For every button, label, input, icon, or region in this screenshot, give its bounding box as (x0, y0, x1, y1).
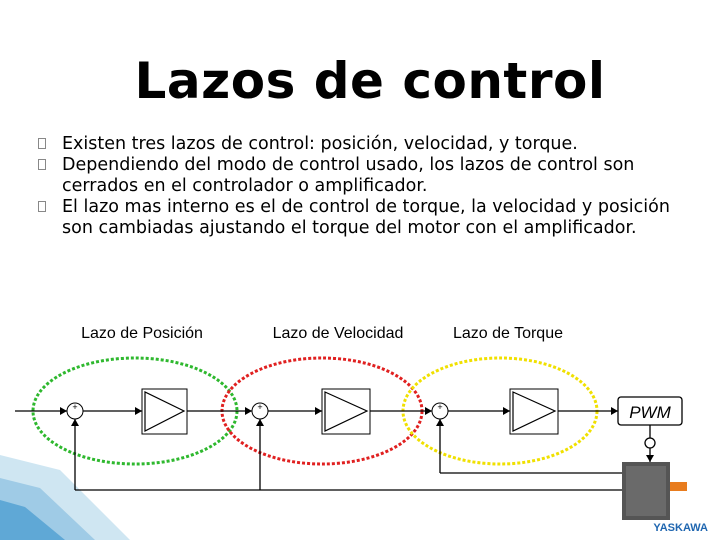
loop-label-velocity: Lazo de Velocidad (272, 325, 404, 342)
bullet-text: Dependiendo del modo de control usado, los lazos de control son cerrados en el controlador o amplificador. (62, 155, 635, 196)
junction-minus-sign: - (438, 416, 442, 426)
motor-icon (622, 462, 687, 520)
junction-plus-sign: + (437, 402, 443, 412)
torque-controller-block (510, 389, 558, 434)
junction-minus-sign: - (258, 416, 262, 426)
pwm-label: PWM (629, 403, 671, 422)
loop-label-torque: Lazo de Torque (452, 325, 564, 342)
slide-title: Lazos de control (134, 52, 606, 110)
junction-minus-sign: - (73, 416, 77, 426)
position-controller-block (142, 389, 187, 434)
velocity-summing-junction (252, 402, 268, 426)
current-sensor-icon (645, 438, 655, 448)
yaskawa-logo: YASKAWA (653, 522, 708, 534)
loop-label-position: Lazo de Posición (81, 325, 203, 342)
corner-decoration (0, 455, 130, 540)
position-summing-junction (67, 402, 83, 426)
velocity-controller-block (322, 389, 370, 434)
junction-plus-sign: + (257, 402, 263, 412)
pwm-block (618, 397, 682, 425)
junction-plus-sign: + (72, 402, 78, 412)
bullet-text: Existen tres lazos de control: posición, velocidad, y torque. (62, 134, 578, 154)
bullet-text: El lazo mas interno es el de control de torque, la velocidad y posición son cambiadas ajustando el torque del motor con el amplificador. (62, 197, 670, 238)
torque-summing-junction (432, 402, 448, 426)
